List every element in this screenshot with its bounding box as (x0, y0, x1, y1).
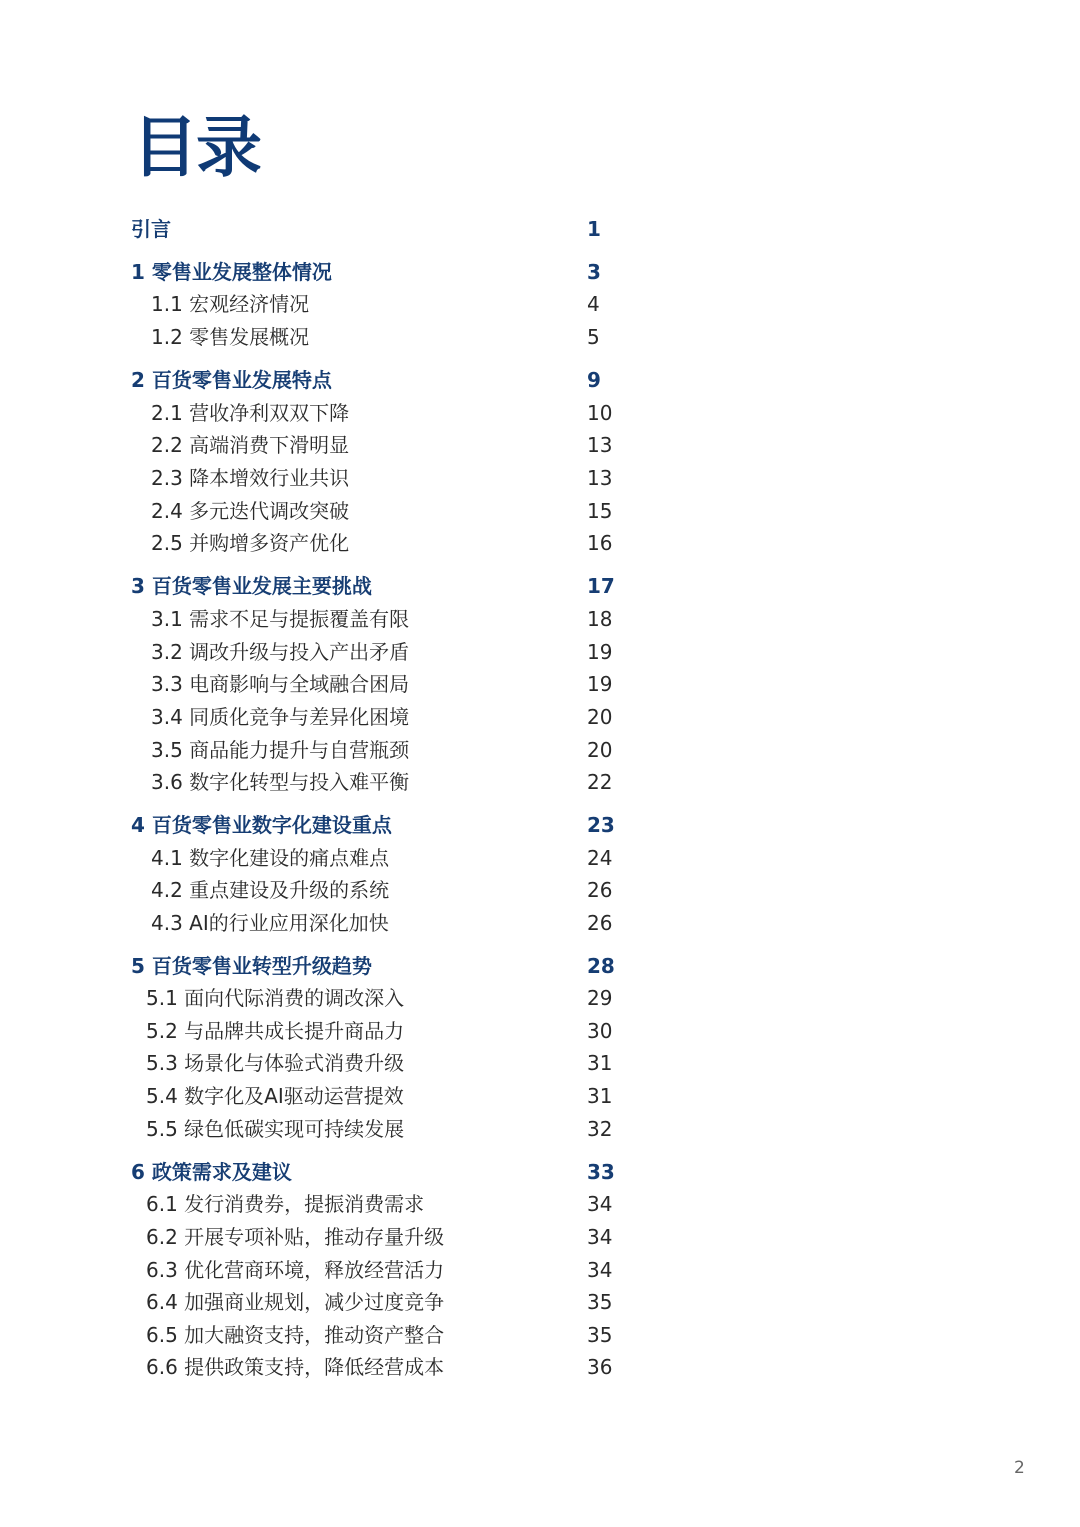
toc-subsection-row[interactable] (0, 1015, 640, 1047)
toc-entry-label: 5.4 数字化及AI驱动运营提效 (146, 1084, 404, 1108)
toc-entry-label: 4.2 重点建设及升级的系统 (151, 878, 390, 902)
toc-subsection-row[interactable] (0, 701, 640, 733)
toc-entry-page: 29 (587, 986, 613, 1010)
toc-subsection-row[interactable] (0, 527, 640, 559)
toc-section-row[interactable] (0, 1156, 640, 1188)
toc-entry-label: 2.1 营收净利双双下降 (151, 401, 350, 425)
toc-entry-label: 5.3 场景化与体验式消费升级 (146, 1051, 405, 1075)
page-number: 2 (1014, 1458, 1025, 1478)
toc-subsection-row[interactable] (0, 1080, 640, 1112)
toc-entry-label: 6 政策需求及建议 (131, 1160, 292, 1184)
toc-entry-label: 1 零售业发展整体情况 (131, 260, 332, 284)
toc-entry-label: 3.5 商品能力提升与自营瓶颈 (151, 738, 410, 762)
toc-entry-page: 22 (587, 770, 613, 794)
page-title: 目录 (132, 109, 260, 186)
toc-entry-page: 20 (587, 738, 613, 762)
toc-entry-label: 3 百货零售业发展主要挑战 (131, 574, 372, 598)
toc-entry-page: 33 (587, 1160, 615, 1184)
toc-entry-label: 5.1 面向代际消费的调改深入 (146, 986, 405, 1010)
toc-entry-label: 5.5 绿色低碳实现可持续发展 (146, 1117, 405, 1141)
toc-entry-label: 2 百货零售业发展特点 (131, 368, 332, 392)
toc-entry-label: 2.3 降本增效行业共识 (151, 466, 350, 490)
toc-subsection-row[interactable] (0, 321, 640, 353)
toc-entry-label: 6.6 提供政策支持，降低经营成本 (146, 1355, 445, 1379)
toc-entry-page: 17 (587, 574, 615, 598)
toc-subsection-row[interactable] (0, 1047, 640, 1079)
toc-entry-label: 引言 (131, 217, 171, 241)
toc-entry-label: 6.4 加强商业规划，减少过度竞争 (146, 1290, 445, 1314)
toc-entry-page: 15 (587, 499, 613, 523)
toc-entry-page: 13 (587, 466, 613, 490)
toc-entry-page: 35 (587, 1323, 613, 1347)
toc-entry-page: 34 (587, 1258, 613, 1282)
toc-subsection-row[interactable] (0, 636, 640, 668)
toc-entry-label: 2.4 多元迭代调改突破 (151, 499, 350, 523)
toc-section-row[interactable] (0, 364, 640, 396)
toc-entry-label: 1.1 宏观经济情况 (151, 292, 310, 316)
toc-entry-page: 36 (587, 1355, 613, 1379)
toc-entry-page: 26 (587, 911, 613, 935)
toc-entry-label: 2.5 并购增多资产优化 (151, 531, 350, 555)
toc-subsection-row[interactable] (0, 668, 640, 700)
toc-entry-label: 6.5 加大融资支持，推动资产整合 (146, 1323, 445, 1347)
toc-subsection-row[interactable] (0, 982, 640, 1014)
toc-entry-label: 4.1 数字化建设的痛点难点 (151, 846, 390, 870)
toc-subsection-row[interactable] (0, 1254, 640, 1286)
toc-subsection-row[interactable] (0, 842, 640, 874)
toc-entry-page: 10 (587, 401, 613, 425)
toc-entry-page: 19 (587, 672, 613, 696)
toc-entry-page: 5 (587, 325, 600, 349)
toc-entry-page: 23 (587, 813, 615, 837)
toc-subsection-row[interactable] (0, 1351, 640, 1383)
toc-entry-label: 6.1 发行消费券，提振消费需求 (146, 1192, 425, 1216)
toc-entry-page: 26 (587, 878, 613, 902)
toc-entry-label: 3.4 同质化竞争与差异化困境 (151, 705, 410, 729)
toc-subsection-row[interactable] (0, 766, 640, 798)
toc-subsection-row[interactable] (0, 495, 640, 527)
toc-entry-page: 19 (587, 640, 613, 664)
toc-entry-page: 3 (587, 260, 601, 284)
toc-entry-page: 32 (587, 1117, 613, 1141)
toc-entry-page: 16 (587, 531, 613, 555)
toc-entry-label: 3.6 数字化转型与投入难平衡 (151, 770, 410, 794)
toc-entry-label: 2.2 高端消费下滑明显 (151, 433, 350, 457)
toc-section-row[interactable] (0, 809, 640, 841)
toc-entry-label: 3.2 调改升级与投入产出矛盾 (151, 640, 410, 664)
toc-subsection-row[interactable] (0, 429, 640, 461)
toc-entry-page: 31 (587, 1084, 613, 1108)
toc-entry-label: 4.3 AI的行业应用深化加快 (151, 911, 389, 935)
toc-subsection-row[interactable] (0, 1188, 640, 1220)
toc-section-row[interactable] (0, 950, 640, 982)
toc-subsection-row[interactable] (0, 907, 640, 939)
toc-entry-page: 30 (587, 1019, 613, 1043)
toc-entry-page: 35 (587, 1290, 613, 1314)
toc-entry-label: 5.2 与品牌共成长提升商品力 (146, 1019, 405, 1043)
toc-entry-page: 24 (587, 846, 613, 870)
toc-entry-label: 3.3 电商影响与全域融合困局 (151, 672, 410, 696)
toc-entry-page: 4 (587, 292, 600, 316)
toc-entry-page: 20 (587, 705, 613, 729)
toc-entry-page: 1 (587, 217, 601, 241)
toc-section-row[interactable] (0, 213, 640, 245)
toc-subsection-row[interactable] (0, 1286, 640, 1318)
toc-subsection-row[interactable] (0, 734, 640, 766)
toc-entry-label: 3.1 需求不足与提振覆盖有限 (151, 607, 410, 631)
toc-entry-label: 6.2 开展专项补贴，推动存量升级 (146, 1225, 445, 1249)
toc-subsection-row[interactable] (0, 1221, 640, 1253)
toc-section-row[interactable] (0, 256, 640, 288)
toc-entry-page: 9 (587, 368, 601, 392)
toc-subsection-row[interactable] (0, 1319, 640, 1351)
toc-subsection-row[interactable] (0, 288, 640, 320)
toc-entry-page: 13 (587, 433, 613, 457)
toc-entry-label: 4 百货零售业数字化建设重点 (131, 813, 392, 837)
toc-entry-page: 34 (587, 1225, 613, 1249)
toc-entry-page: 18 (587, 607, 613, 631)
toc-entry-page: 31 (587, 1051, 613, 1075)
toc-entry-label: 6.3 优化营商环境，释放经营活力 (146, 1258, 445, 1282)
toc-entry-page: 28 (587, 954, 615, 978)
toc-subsection-row[interactable] (0, 1113, 640, 1145)
toc-entry-label: 1.2 零售发展概况 (151, 325, 310, 349)
toc-entry-page: 34 (587, 1192, 613, 1216)
toc-section-row[interactable] (0, 570, 640, 602)
toc-subsection-row[interactable] (0, 462, 640, 494)
toc-subsection-row[interactable] (0, 397, 640, 429)
toc-entry-label: 5 百货零售业转型升级趋势 (131, 954, 372, 978)
toc-subsection-row[interactable] (0, 874, 640, 906)
toc-subsection-row[interactable] (0, 603, 640, 635)
